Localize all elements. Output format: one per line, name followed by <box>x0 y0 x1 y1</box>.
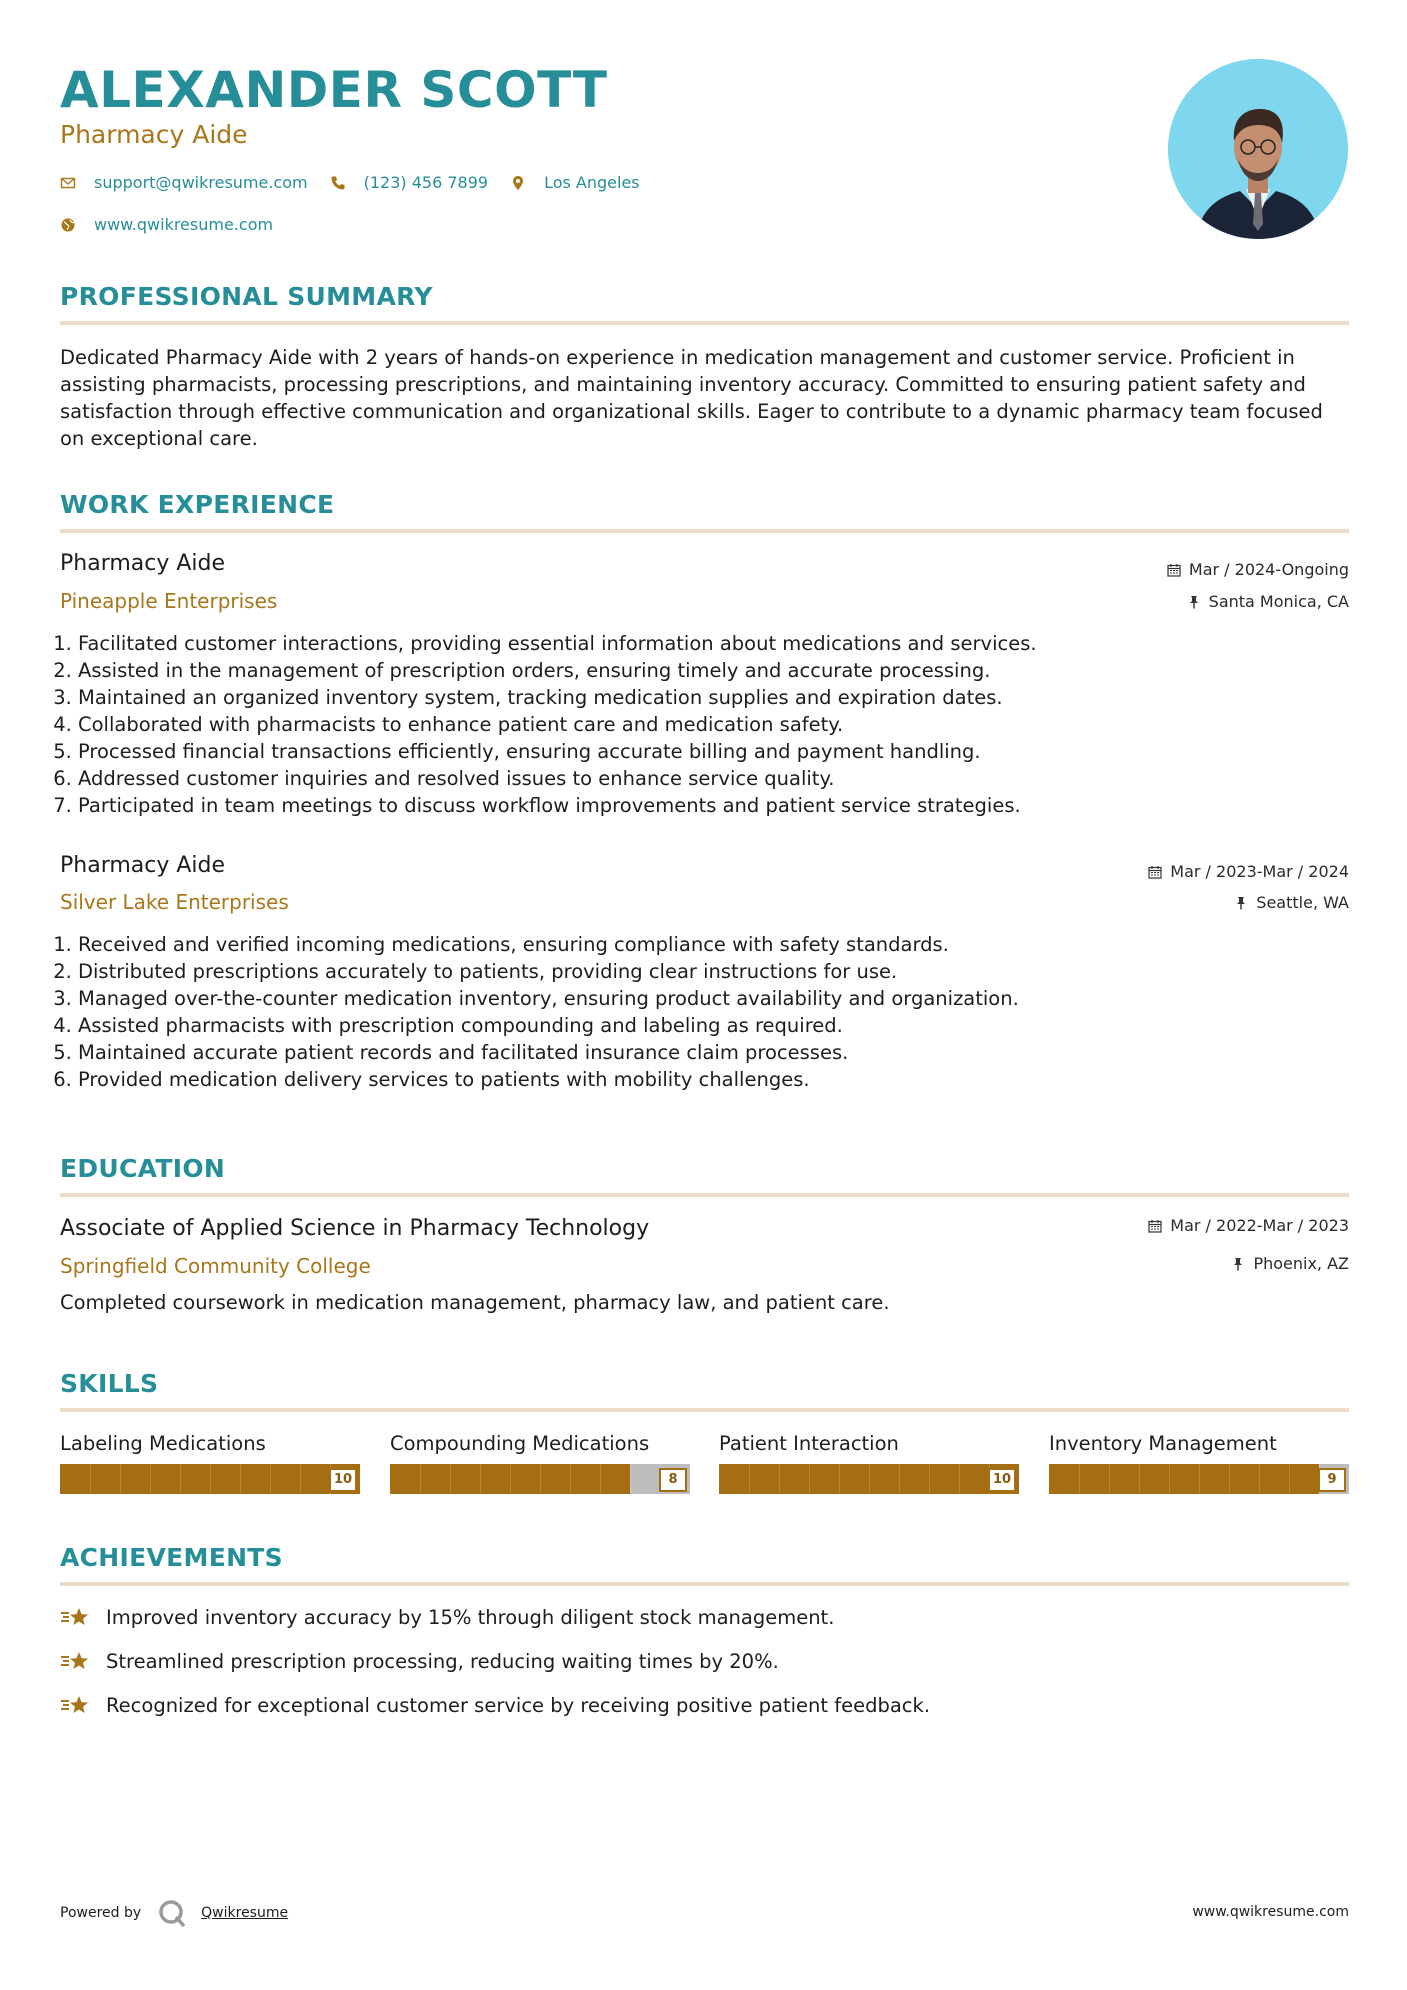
job-location <box>1234 892 1349 914</box>
summary-text: Dedicated Pharmacy Aide with 2 years of hands-on experience in medication management and customer service. Proficient in assisting pharmacists, processing prescriptions, and maintaining inventory accuracy. Committed to ensuring patient safety and satisfaction through effective communication and organizational skills. Eager to contribute to a dynamic pharmacy team focused on exceptional care. <box>60 346 1323 450</box>
list-item: 6. Provided medication delivery services to patients with mobility challenges. <box>78 1066 1338 1093</box>
section-divider <box>60 1582 1349 1586</box>
education-dates <box>1148 1215 1349 1237</box>
contact-email-text: support@qwikresume.com <box>94 173 308 192</box>
envelope-icon <box>60 175 76 191</box>
skill-bar-segment <box>929 1464 930 1494</box>
list-item: 3. Maintained an organized inventory system, tracking medication supplies and expiration dates. <box>78 684 1338 711</box>
skill-bar-segment <box>120 1464 121 1494</box>
skill-name: Labeling Medications <box>60 1432 266 1455</box>
calendar-icon <box>1148 1219 1162 1233</box>
list-item: 7. Participated in team meetings to discuss workflow improvements and patient service strategies. <box>78 792 1338 819</box>
achievement-text: Recognized for exceptional customer service by receiving positive patient feedback. <box>106 1694 931 1717</box>
contact-location-text: Los Angeles <box>544 173 640 192</box>
education-description: Completed coursework in medication management, pharmacy law, and patient care. <box>60 1291 890 1314</box>
powered-by-label: Powered by <box>60 1905 142 1921</box>
pushpin-icon <box>1231 1257 1245 1271</box>
skills-heading: SKILLS <box>60 1369 159 1398</box>
job-title: Pharmacy Aide <box>60 853 226 878</box>
achievement-item <box>60 1692 930 1720</box>
list-item: 5. Maintained accurate patient records and facilitated insurance claim processes. <box>78 1039 1338 1066</box>
achievement-item <box>60 1648 779 1676</box>
list-item: 1. Facilitated customer interactions, providing essential information about medications and services. <box>78 630 1338 657</box>
skill-item <box>60 1430 360 1494</box>
achievement-text: Streamlined prescription processing, reducing waiting times by 20%. <box>106 1650 779 1673</box>
contact-row-website <box>60 215 295 234</box>
qwikresume-logo-icon <box>157 1898 187 1928</box>
list-item: 4. Assisted pharmacists with prescription compounding and labeling as required. <box>78 1012 1338 1039</box>
skill-bar-segment <box>869 1464 870 1494</box>
candidate-title: Pharmacy Aide <box>60 120 248 149</box>
pushpin-icon <box>1187 595 1201 609</box>
calendar-icon <box>1148 865 1162 879</box>
skill-bar-segment <box>150 1464 151 1494</box>
skill-bar-segment <box>240 1464 241 1494</box>
section-divider <box>60 1193 1349 1197</box>
skill-bar-fill <box>1049 1464 1319 1494</box>
section-divider <box>60 529 1349 533</box>
contact-location <box>510 173 640 192</box>
skill-bar-segment <box>450 1464 451 1494</box>
skill-bar <box>390 1464 690 1494</box>
list-item: 5. Processed financial transactions efficiently, ensuring accurate billing and payment handling. <box>78 738 1338 765</box>
achievement-text: Improved inventory accuracy by 15% through diligent stock management. <box>106 1606 835 1629</box>
job-company: Pineapple Enterprises <box>60 589 278 613</box>
list-item: 4. Collaborated with pharmacists to enhance patient care and medication safety. <box>78 711 1338 738</box>
skill-bar-segment <box>1259 1464 1260 1494</box>
job-company: Silver Lake Enterprises <box>60 890 289 914</box>
job-location-text: Seattle, WA <box>1256 893 1349 912</box>
candidate-name: ALEXANDER SCOTT <box>60 61 608 119</box>
skill-name: Patient Interaction <box>719 1432 899 1455</box>
job-dates-text: Mar / 2023-Mar / 2024 <box>1170 862 1349 881</box>
pushpin-icon <box>1234 896 1248 910</box>
job-dates <box>1148 861 1349 883</box>
list-item: 3. Managed over-the-counter medication inventory, ensuring product availability and organization. <box>78 985 1338 1012</box>
education-location-text: Phoenix, AZ <box>1253 1254 1349 1273</box>
shooting-star-icon <box>60 1693 92 1719</box>
skill-level-badge: 9 <box>1318 1468 1346 1492</box>
skill-bar-segment <box>959 1464 960 1494</box>
skill-bar <box>1049 1464 1349 1494</box>
achievement-item <box>60 1604 834 1632</box>
summary-heading: PROFESSIONAL SUMMARY <box>60 282 433 311</box>
contact-phone[interactable] <box>330 173 488 192</box>
skill-level-badge: 8 <box>659 1468 687 1492</box>
calendar-icon <box>1167 563 1181 577</box>
skill-bar <box>719 1464 1019 1494</box>
skill-bar-segment <box>1079 1464 1080 1494</box>
contact-website[interactable] <box>60 215 273 234</box>
skill-bar-segment <box>600 1464 601 1494</box>
shooting-star-icon <box>60 1605 92 1631</box>
skill-bar <box>60 1464 360 1494</box>
skill-level-badge: 10 <box>988 1468 1016 1492</box>
list-item: 2. Assisted in the management of prescription orders, ensuring timely and accurate processing. <box>78 657 1338 684</box>
footer-website[interactable]: www.qwikresume.com <box>1192 1904 1349 1920</box>
section-divider <box>60 1408 1349 1412</box>
globe-icon <box>60 217 76 233</box>
skill-bar-segment <box>749 1464 750 1494</box>
skill-bar-segment <box>510 1464 511 1494</box>
skill-bar-segment <box>210 1464 211 1494</box>
job-dates <box>1167 559 1349 581</box>
education-heading: EDUCATION <box>60 1154 226 1183</box>
job-dates-text: Mar / 2024-Ongoing <box>1188 560 1349 579</box>
education-location <box>1231 1253 1349 1275</box>
skill-item <box>390 1430 690 1494</box>
achievements-heading: ACHIEVEMENTS <box>60 1543 283 1572</box>
experience-heading: WORK EXPERIENCE <box>60 490 335 519</box>
shooting-star-icon <box>60 1649 92 1675</box>
section-divider <box>60 321 1349 325</box>
skill-bar-segment <box>1169 1464 1170 1494</box>
job-title: Pharmacy Aide <box>60 551 226 576</box>
map-pin-icon <box>510 175 526 191</box>
skill-bar-segment <box>480 1464 481 1494</box>
skill-bar-segment <box>540 1464 541 1494</box>
skill-bar-segment <box>1109 1464 1110 1494</box>
profile-photo <box>1168 59 1348 239</box>
contact-email[interactable] <box>60 173 308 192</box>
skill-bar-segment <box>630 1464 631 1494</box>
phone-icon <box>330 175 346 191</box>
skill-name: Compounding Medications <box>390 1432 650 1455</box>
skill-bar-segment <box>270 1464 271 1494</box>
skill-bar-segment <box>779 1464 780 1494</box>
list-item: 1. Received and verified incoming medications, ensuring compliance with safety standards. <box>78 931 1338 958</box>
list-item: 6. Addressed customer inquiries and resolved issues to enhance service quality. <box>78 765 1338 792</box>
skill-name: Inventory Management <box>1049 1432 1277 1455</box>
job-location <box>1187 591 1349 613</box>
skill-bar-segment <box>1139 1464 1140 1494</box>
skill-bar-segment <box>180 1464 181 1494</box>
person-portrait-icon <box>1168 59 1348 239</box>
skill-bar-segment <box>1289 1464 1290 1494</box>
degree-title: Associate of Applied Science in Pharmacy Technology <box>60 1216 650 1241</box>
school-name: Springfield Community College <box>60 1254 371 1278</box>
skill-level-badge: 10 <box>329 1468 357 1492</box>
contact-phone-text: (123) 456 7899 <box>363 173 489 192</box>
job-bullets <box>60 931 1338 1093</box>
skill-bar-segment <box>899 1464 900 1494</box>
contact-row <box>60 173 662 192</box>
list-item: 2. Distributed prescriptions accurately to patients, providing clear instructions for use. <box>78 958 1338 985</box>
skill-bar-segment <box>420 1464 421 1494</box>
skill-bar-segment <box>300 1464 301 1494</box>
skill-item <box>719 1430 1019 1494</box>
skill-bar-segment <box>1229 1464 1230 1494</box>
skill-item <box>1049 1430 1349 1494</box>
job-bullets <box>60 630 1338 819</box>
footer-powered-by <box>60 1898 288 1928</box>
skill-bar-segment <box>570 1464 571 1494</box>
skill-bar-segment <box>1199 1464 1200 1494</box>
qwikresume-link[interactable]: Qwikresume <box>201 1905 289 1921</box>
skill-bar-segment <box>90 1464 91 1494</box>
contact-website-text: www.qwikresume.com <box>94 215 274 234</box>
job-location-text: Santa Monica, CA <box>1208 592 1349 611</box>
education-dates-text: Mar / 2022-Mar / 2023 <box>1170 1216 1349 1235</box>
skill-bar-segment <box>839 1464 840 1494</box>
skill-bar-segment <box>809 1464 810 1494</box>
